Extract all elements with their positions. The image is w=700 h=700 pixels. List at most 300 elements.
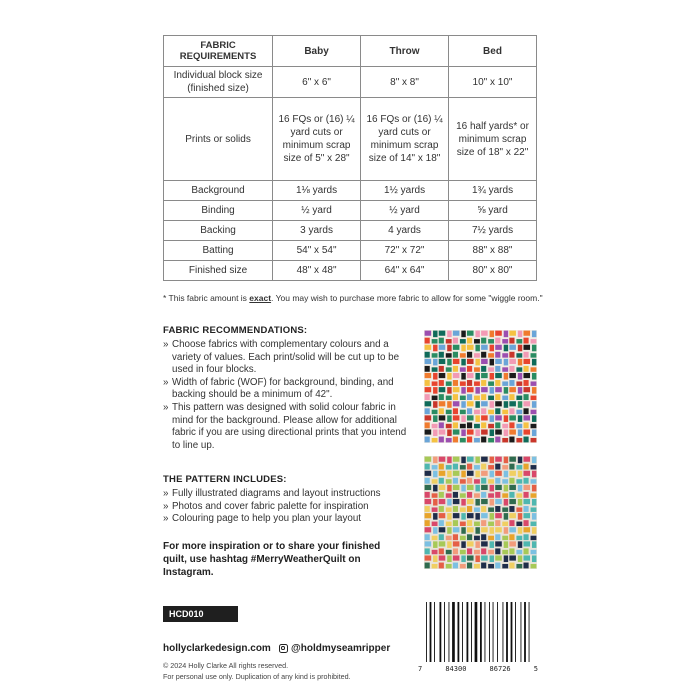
- quilt-patch: [447, 457, 451, 464]
- includes-title: THE PATTERN INCLUDES:: [163, 474, 287, 485]
- quilt-patch: [481, 548, 486, 554]
- quilt-patch: [481, 534, 486, 540]
- quilt-patch: [439, 437, 444, 443]
- quilt-patch: [502, 353, 508, 357]
- quilt-patch: [447, 499, 451, 506]
- quilt-patch: [509, 380, 514, 386]
- quilt-patch: [518, 331, 522, 338]
- quilt-patch: [453, 394, 458, 400]
- quilt-patch: [531, 522, 537, 526]
- quilt-patch: [490, 485, 494, 492]
- row-label: Batting: [164, 241, 273, 261]
- quilt-patch: [532, 373, 536, 380]
- quilt-patch: [439, 563, 444, 569]
- quilt-patch: [433, 401, 437, 408]
- table-row: [164, 201, 537, 221]
- quilt-patch: [453, 563, 458, 569]
- quilt-patch: [488, 438, 494, 442]
- quilt-patch: [461, 401, 465, 408]
- quilt-patch: [481, 338, 486, 344]
- quilt-patch: [495, 366, 500, 372]
- quilt-patch: [523, 499, 530, 504]
- quilt-patch: [433, 387, 437, 394]
- quilt-patch: [490, 499, 494, 506]
- quilt-patch: [467, 429, 474, 434]
- quilt-patch: [425, 401, 432, 406]
- includes-list: [163, 488, 423, 526]
- quilt-patch: [439, 534, 444, 540]
- quilt-patch: [531, 339, 537, 343]
- quilt-patch: [467, 464, 472, 470]
- quilt-patch: [495, 359, 502, 364]
- quilt-patch: [453, 422, 458, 428]
- quilt-patch: [474, 381, 480, 385]
- quilt-patch: [490, 555, 494, 562]
- quilt-patch: [453, 548, 458, 554]
- quilt-patch: [433, 541, 437, 548]
- quilt-patch: [432, 367, 438, 371]
- quilt-patch: [446, 507, 452, 511]
- quilt-patch: [425, 422, 430, 428]
- quilt-patch: [439, 387, 446, 392]
- quilt-patch: [446, 493, 452, 497]
- quilt-patch: [475, 513, 479, 520]
- list-item: » Colouring page to help you plan your layout: [163, 513, 423, 526]
- quilt-patch: [475, 415, 479, 422]
- quilt-patch: [523, 527, 530, 532]
- quilt-patch: [439, 345, 446, 350]
- quilt-patch: [523, 408, 528, 414]
- footnote-suffix: . You may wish to purchase more fabric to allow for some "wiggle room.": [271, 293, 543, 303]
- instagram-handle[interactable]: [279, 643, 390, 654]
- quilt-patch: [439, 415, 446, 420]
- quilt-patch: [453, 534, 458, 540]
- quilt-patch: [432, 493, 438, 497]
- quilt-patch: [467, 534, 472, 540]
- quilt-patch: [460, 339, 466, 343]
- quilt-patch: [518, 345, 522, 352]
- quilt-patch: [523, 401, 530, 406]
- quilt-patch: [532, 499, 536, 506]
- quilt-patch: [532, 345, 536, 352]
- quilt-patch: [523, 422, 528, 428]
- quilt-patch: [516, 353, 522, 357]
- quilt-patch: [433, 457, 437, 464]
- quilt-patch: [467, 478, 472, 484]
- quilt-patch: [481, 555, 488, 560]
- quilt-patch: [504, 457, 508, 464]
- quilt-patch: [488, 550, 494, 554]
- quilt-patch: [509, 422, 514, 428]
- quilt-patch: [481, 499, 488, 504]
- quilt-patch: [523, 394, 528, 400]
- quilt-patch: [461, 541, 465, 548]
- quilt-patch: [460, 381, 466, 385]
- quilt-patch: [439, 464, 444, 470]
- quilt-patch: [439, 492, 444, 498]
- quilt-patch: [481, 331, 488, 336]
- cell-throw: 16 FQs or (16) ¼ yard cuts or minimum scrap size of 14" x 18": [361, 98, 449, 181]
- quilt-patch: [481, 366, 486, 372]
- quilt-patch: [488, 381, 494, 385]
- barcode-bar: [430, 602, 432, 662]
- quilt-patch: [523, 548, 528, 554]
- quilt-patch: [453, 373, 460, 378]
- quilt-photo-solids: [424, 330, 537, 443]
- quilt-patch: [509, 437, 514, 443]
- quilt-patch: [523, 429, 530, 434]
- quilt-patch: [523, 492, 528, 498]
- quilt-patch: [495, 513, 502, 518]
- quilt-patch: [495, 541, 502, 546]
- quilt-patch: [460, 465, 466, 469]
- cell-baby: 1⅛ yards: [273, 181, 361, 201]
- quilt-patch: [518, 541, 522, 548]
- header-throw: Throw: [361, 36, 449, 67]
- quilt-patch: [481, 422, 486, 428]
- barcode-bar: [521, 602, 522, 662]
- cell-bed: 1¾ yards: [449, 181, 537, 201]
- website-link[interactable]: hollyclarkedesign.com: [163, 643, 271, 654]
- quilt-patch: [490, 331, 494, 338]
- quilt-patch: [509, 513, 516, 518]
- quilt-patch: [531, 424, 537, 428]
- quilt-patch: [481, 520, 486, 526]
- quilt-patch: [446, 438, 452, 442]
- quilt-patch: [504, 485, 508, 492]
- cell-bed: 88" x 88": [449, 241, 537, 261]
- quilt-patch: [432, 522, 438, 526]
- quilt-patch: [523, 338, 528, 344]
- quilt-patch: [488, 424, 494, 428]
- quilt-patch: [488, 564, 494, 568]
- quilt-patch: [460, 564, 466, 568]
- quilt-patch: [453, 478, 458, 484]
- quilt-patch: [531, 536, 537, 540]
- quilt-patch: [453, 492, 458, 498]
- quilt-patch: [495, 331, 502, 336]
- quilt-patch: [523, 331, 530, 336]
- quilt-patch: [481, 541, 488, 546]
- quilt-patch: [425, 394, 430, 400]
- quilt-patch: [453, 366, 458, 372]
- quilt-patch: [425, 380, 430, 386]
- quilt-patch: [490, 541, 494, 548]
- inspiration-text: For more inspiration or to share your finished quilt, use hashtag #MerryWeatherQuilt on Instagram.: [163, 541, 381, 578]
- quilt-patch: [481, 359, 488, 364]
- quilt-patch: [495, 422, 500, 428]
- cell-baby: 48" x 48": [273, 261, 361, 281]
- quilt-patch: [509, 548, 514, 554]
- quilt-patch: [433, 499, 437, 506]
- quilt-patch: [488, 339, 494, 343]
- quilt-patch: [460, 396, 466, 400]
- quilt-patch: [475, 429, 479, 436]
- quilt-patch: [453, 506, 458, 512]
- quilt-patch: [433, 555, 437, 562]
- quilt-patch: [425, 366, 430, 372]
- quilt-patch: [490, 527, 494, 534]
- barcode-bar: [444, 602, 445, 662]
- quilt-patch: [461, 331, 465, 338]
- quilt-patch: [518, 373, 522, 380]
- quilt-patch: [504, 345, 508, 352]
- quilt-patch: [453, 485, 460, 490]
- quilt-patch: [490, 429, 494, 436]
- quilt-patch: [453, 401, 460, 406]
- quilt-patch: [504, 429, 508, 436]
- quilt-patch: [481, 478, 486, 484]
- quilt-patch: [532, 415, 536, 422]
- quilt-patch: [504, 513, 508, 520]
- quilt-patch: [439, 506, 444, 512]
- quilt-patch: [516, 522, 522, 526]
- quilt-patch: [425, 499, 432, 504]
- quilt-patch: [516, 493, 522, 497]
- quilt-patch: [460, 410, 466, 414]
- quilt-patch: [518, 471, 522, 478]
- quilt-patch: [467, 359, 474, 364]
- barcode-bar: [497, 602, 498, 662]
- quilt-patch: [475, 345, 479, 352]
- quilt-patch: [453, 527, 460, 532]
- quilt-patch: [474, 410, 480, 414]
- quilt-patch: [502, 479, 508, 483]
- quilt-patch: [453, 464, 458, 470]
- quilt-patch: [453, 541, 460, 546]
- quilt-patch: [475, 499, 479, 506]
- quilt-patch: [495, 415, 502, 420]
- quilt-patch: [433, 471, 437, 478]
- quilt-patch: [523, 437, 528, 443]
- quilt-patch: [504, 387, 508, 394]
- quilt-patch: [502, 550, 508, 554]
- quilt-patch: [474, 550, 480, 554]
- quilt-patch: [467, 520, 472, 526]
- quilt-patch: [495, 471, 502, 476]
- quilt-patch: [439, 331, 446, 336]
- quilt-patch: [523, 513, 530, 518]
- quilt-patch: [433, 331, 437, 338]
- quilt-patch: [490, 471, 494, 478]
- quilt-patch: [439, 555, 446, 560]
- quilt-patch: [425, 437, 430, 443]
- quilt-solids-graphic: [424, 330, 537, 443]
- quilt-patch: [531, 381, 537, 385]
- quilt-patch: [474, 493, 480, 497]
- quilt-patch: [504, 527, 508, 534]
- quilt-patch: [495, 394, 500, 400]
- quilt-patch: [474, 339, 480, 343]
- barcode-bar: [449, 602, 450, 662]
- quilt-patch: [460, 438, 466, 442]
- quilt-patch: [518, 401, 522, 408]
- quilt-patch: [488, 507, 494, 511]
- quilt-patch: [495, 563, 500, 569]
- quilt-patch: [425, 563, 430, 569]
- quilt-patch: [532, 471, 536, 478]
- barcode-bar: [493, 602, 494, 662]
- quilt-patch: [488, 353, 494, 357]
- instagram-handle-text: @holdmyseamripper: [291, 643, 391, 654]
- barcode-bar: [511, 602, 513, 662]
- quilt-patch: [425, 359, 432, 364]
- quilt-patch: [447, 331, 451, 338]
- quilt-patch: [495, 506, 500, 512]
- quilt-patch: [502, 424, 508, 428]
- quilt-patch: [474, 536, 480, 540]
- quilt-patch: [439, 457, 446, 462]
- quilt-patch: [504, 359, 508, 366]
- quilt-patch: [461, 373, 465, 380]
- quilt-patch: [481, 380, 486, 386]
- quilt-patch: [509, 331, 516, 336]
- quilt-patch: [425, 506, 430, 512]
- quilt-patch: [447, 345, 451, 352]
- usage-notice: For personal use only. Duplication of any kind is prohibited.: [163, 671, 351, 681]
- quilt-patch: [432, 564, 438, 568]
- quilt-patch: [481, 437, 486, 443]
- quilt-patch: [523, 464, 528, 470]
- quilt-patch: [509, 520, 514, 526]
- quilt-patch: [532, 485, 536, 492]
- quilt-patch: [432, 479, 438, 483]
- footnote-emphasis: exact: [249, 293, 272, 303]
- quilt-patch: [516, 536, 522, 540]
- quilt-patch: [439, 527, 446, 532]
- barcode-bar: [485, 602, 486, 662]
- barcode-bar: [434, 602, 435, 662]
- quilt-patch: [475, 555, 479, 562]
- table-header-row: [164, 36, 537, 67]
- quilt-patch: [475, 541, 479, 548]
- quilt-patch: [516, 465, 522, 469]
- quilt-patch: [531, 564, 537, 568]
- quilt-patch: [461, 387, 465, 394]
- quilt-patch: [516, 479, 522, 483]
- quilt-patch: [509, 429, 516, 434]
- quilt-patch: [467, 401, 474, 406]
- quilt-patch: [532, 555, 536, 562]
- quilt-prints-graphic: [424, 456, 537, 569]
- quilt-patch: [504, 331, 508, 338]
- cell-baby: 16 FQs or (16) ¼ yard cuts or minimum scrap size of 5" x 28": [273, 98, 361, 181]
- quilt-patch: [523, 380, 528, 386]
- quilt-photo-prints: [424, 456, 537, 569]
- quilt-patch: [495, 520, 500, 526]
- quilt-patch: [467, 499, 474, 504]
- quilt-patch: [490, 359, 494, 366]
- quilt-patch: [433, 373, 437, 380]
- quilt-patch: [488, 396, 494, 400]
- quilt-patch: [425, 513, 432, 518]
- quilt-patch: [425, 408, 430, 414]
- quilt-patch: [453, 499, 460, 504]
- quilt-patch: [446, 536, 452, 540]
- quilt-patch: [523, 352, 528, 358]
- quilt-patch: [453, 380, 458, 386]
- quilt-patch: [439, 478, 444, 484]
- barcode-bar: [452, 602, 455, 662]
- quilt-patch: [467, 338, 472, 344]
- quilt-patch: [509, 415, 516, 420]
- quilt-patch: [460, 550, 466, 554]
- quilt-patch: [481, 506, 486, 512]
- quilt-patch: [490, 415, 494, 422]
- quilt-patch: [481, 401, 488, 406]
- barcode-bar: [489, 602, 490, 662]
- quilt-patch: [474, 424, 480, 428]
- quilt-patch: [425, 527, 432, 532]
- quilt-patch: [439, 401, 446, 406]
- quilt-patch: [509, 359, 516, 364]
- quilt-patch: [523, 534, 528, 540]
- quilt-patch: [509, 478, 514, 484]
- quilt-patch: [425, 534, 430, 540]
- quilt-patch: [439, 366, 444, 372]
- quilt-patch: [432, 550, 438, 554]
- quilt-patch: [495, 401, 502, 406]
- cell-bed: 7½ yards: [449, 221, 537, 241]
- quilt-patch: [461, 471, 465, 478]
- quilt-patch: [532, 331, 536, 338]
- quilt-patch: [531, 367, 537, 371]
- list-item: » This pattern was designed with solid colour fabric in mind for the background. Please allow for additional fabric if you are using directional prints that you intend to line up.: [163, 402, 415, 452]
- quilt-patch: [532, 527, 536, 534]
- quilt-patch: [481, 345, 488, 350]
- quilt-patch: [523, 345, 530, 350]
- quilt-patch: [439, 499, 446, 504]
- quilt-patch: [432, 507, 438, 511]
- cell-throw: 8" x 8": [361, 67, 449, 98]
- quilt-patch: [453, 331, 460, 336]
- quilt-patch: [490, 513, 494, 520]
- quilt-patch: [509, 471, 516, 476]
- quilt-patch: [523, 415, 530, 420]
- quilt-patch: [495, 429, 502, 434]
- quilt-patch: [474, 522, 480, 526]
- quilt-patch: [495, 534, 500, 540]
- row-label: Finished size: [164, 261, 273, 281]
- quilt-patch: [425, 548, 430, 554]
- quilt-patch: [433, 415, 437, 422]
- quilt-patch: [467, 387, 474, 392]
- quilt-patch: [446, 550, 452, 554]
- quilt-patch: [439, 471, 446, 476]
- quilt-patch: [446, 381, 452, 385]
- quilt-patch: [518, 457, 522, 464]
- quilt-patch: [509, 499, 516, 504]
- quilt-patch: [460, 536, 466, 540]
- quilt-patch: [425, 373, 432, 378]
- quilt-patch: [531, 438, 537, 442]
- copyright: [163, 661, 351, 682]
- quilt-patch: [475, 527, 479, 534]
- quilt-patch: [425, 338, 430, 344]
- quilt-patch: [481, 394, 486, 400]
- quilt-patch: [453, 345, 460, 350]
- barcode-digit-group: 84300: [445, 665, 467, 673]
- quilt-patch: [502, 493, 508, 497]
- quilt-patch: [432, 381, 438, 385]
- quilt-patch: [523, 387, 530, 392]
- quilt-patch: [474, 564, 480, 568]
- quilt-patch: [474, 367, 480, 371]
- barcode-digits: [418, 665, 538, 673]
- barcode-bar: [506, 602, 508, 662]
- quilt-patch: [425, 345, 432, 350]
- quilt-patch: [523, 471, 530, 476]
